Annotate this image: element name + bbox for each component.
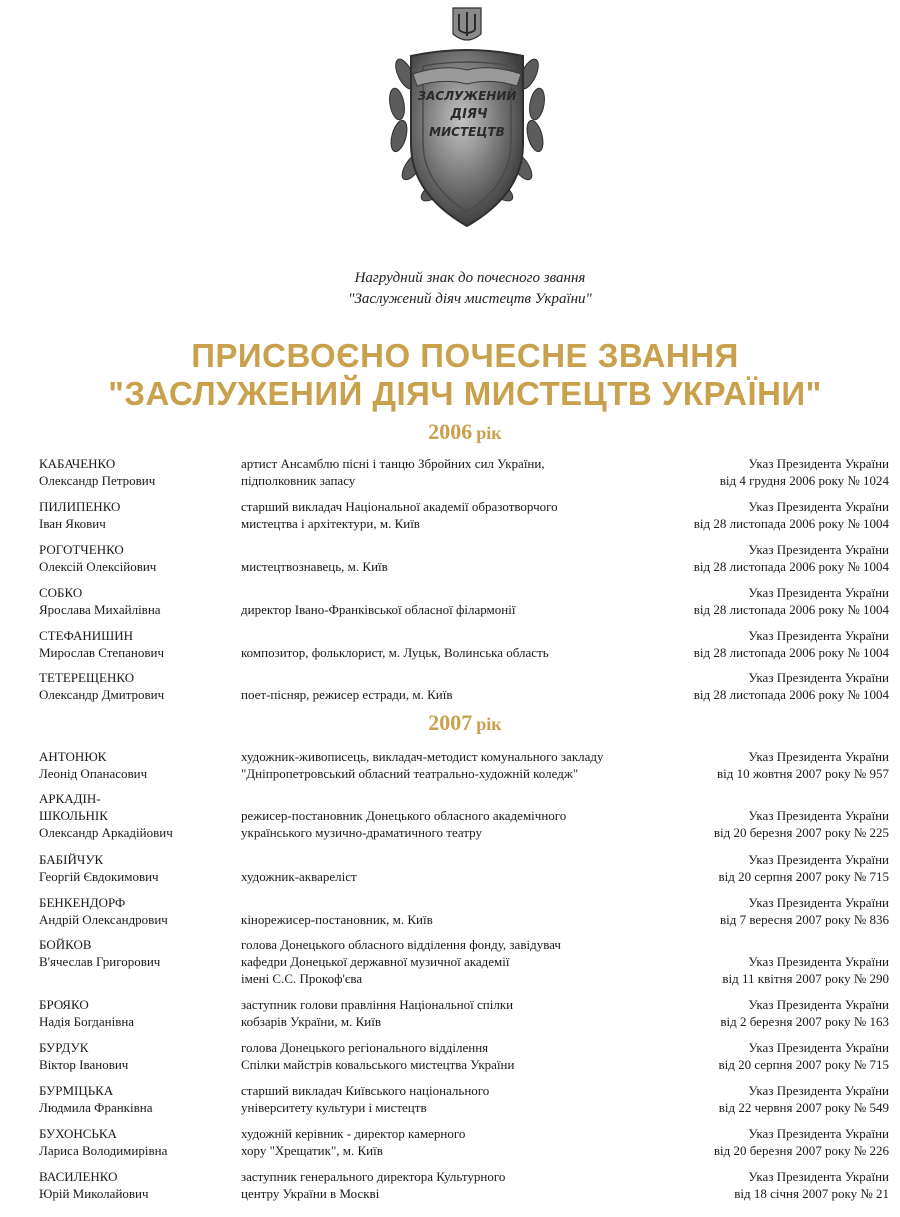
awardee-name-line: АНТОНЮК — [39, 749, 107, 764]
awardee-position — [241, 851, 671, 885]
awardee-position — [241, 790, 671, 841]
decree-reference-line: від 20 березня 2007 року № 226 — [713, 1143, 889, 1158]
awardee-position — [241, 455, 671, 489]
decree-reference-line: Указ Президента України — [748, 1169, 889, 1184]
awardee-name-line: БАБІЙЧУК — [39, 852, 104, 867]
awardee-name-line: ПИЛИПЕНКО — [39, 499, 121, 514]
awardee-name — [39, 1039, 224, 1073]
badge-text-line-1: ЗАСЛУЖЕНИЙ — [417, 89, 517, 103]
decree-reference — [629, 1168, 889, 1202]
awardee-position-line — [241, 541, 671, 558]
decree-reference-line: від 20 серпня 2007 року № 715 — [718, 1057, 889, 1072]
year-heading — [0, 418, 900, 447]
awardee-position — [241, 1039, 671, 1073]
awardee-position-line: художній керівник - директор камерного — [241, 1126, 466, 1141]
decree-reference-line — [629, 790, 889, 807]
awardee-name-line: БОЙКОВ — [39, 937, 92, 952]
awardee-position-line: кафедри Донецької державної музичної академії — [241, 954, 510, 969]
awardee-position-line: заступник голови правління Національної спілки — [241, 997, 514, 1012]
decree-reference — [629, 541, 889, 575]
awardee-position-line: поет-пісняр, режисер естради, м. Київ — [241, 687, 453, 702]
year-heading — [0, 709, 900, 738]
decree-reference-line: Указ Президента України — [748, 895, 889, 910]
awardee-position-line: заступник генерального директора Культурного — [241, 1169, 506, 1184]
decree-reference-line: Указ Президента України — [748, 1083, 889, 1098]
decree-reference-line: Указ Президента України — [748, 542, 889, 557]
awardee-name-line: Лариса Володимирівна — [39, 1143, 168, 1158]
awardee-position-line: мистецтвознавець, м. Київ — [241, 559, 388, 574]
decree-reference-line: від 22 червня 2007 року № 549 — [718, 1100, 889, 1115]
awardee-position-line: підполковник запасу — [241, 473, 356, 488]
awardee-position-line — [241, 627, 671, 644]
decree-reference — [629, 1125, 889, 1159]
awardee-position — [241, 936, 671, 987]
awardee-name — [39, 669, 224, 703]
decree-reference — [629, 1082, 889, 1116]
decree-reference — [629, 851, 889, 885]
decree-reference-line: Указ Президента України — [748, 997, 889, 1012]
awardee-name-line: Леонід Опанасович — [39, 766, 148, 781]
awardee-name-line: КАБАЧЕНКО — [39, 456, 116, 471]
awardee-position-line: мистецтва і архітектури, м. Київ — [241, 516, 420, 531]
awardee-name — [39, 1082, 224, 1116]
awardee-position-line — [241, 851, 671, 868]
awardee-position — [241, 1125, 671, 1159]
caption-line-2: "Заслужений діяч мистецтв України" — [348, 291, 592, 307]
awardee-name-line: Олександр Дмитрович — [39, 687, 165, 702]
decree-reference-line: Указ Президента України — [748, 499, 889, 514]
awardee-position — [241, 996, 671, 1030]
awardee-position-line: голова Донецького регіонального відділення — [241, 1040, 489, 1055]
year-suffix: рік — [476, 423, 502, 443]
awardee-position-line: імені С.С. Прокоф'єва — [241, 971, 363, 986]
awardee-name-line — [39, 970, 224, 987]
awardee-position — [241, 541, 671, 575]
year-number: 2006 — [428, 419, 473, 444]
awardee-name-line: Андрій Олександрович — [39, 912, 168, 927]
caption-line-1: Нагрудний знак до почесного звання — [354, 270, 586, 286]
awardee-name — [39, 936, 224, 987]
awardee-name — [39, 584, 224, 618]
decree-reference-line: Указ Президента України — [748, 852, 889, 867]
decree-reference-line: Указ Президента України — [748, 456, 889, 471]
awardee-name — [39, 748, 224, 782]
awardee-position-line: старший викладач Київського національного — [241, 1083, 490, 1098]
decree-reference — [629, 455, 889, 489]
badge-text-line-2: ДІЯЧ — [450, 107, 488, 122]
awardee-position — [241, 894, 671, 928]
awardee-position-line: українського музично-драматичного театру — [241, 825, 482, 840]
decree-reference-line: Указ Президента України — [748, 1126, 889, 1141]
awardee-name-line: ШКОЛЬНІК — [39, 808, 108, 823]
awardee-position-line — [241, 790, 671, 807]
awardee-name — [39, 996, 224, 1030]
awardee-position — [241, 669, 671, 703]
awardee-position — [241, 584, 671, 618]
decree-reference — [629, 936, 889, 987]
awardee-position — [241, 627, 671, 661]
decree-reference — [629, 584, 889, 618]
awardee-name-line: Людмила Франківна — [39, 1100, 153, 1115]
awardee-position — [241, 498, 671, 532]
decree-reference — [629, 894, 889, 928]
awardee-name — [39, 541, 224, 575]
decree-reference-line: Указ Президента України — [748, 808, 889, 823]
awardee-position-line: "Дніпропетровський обласний театрально-художній коледж" — [241, 766, 579, 781]
awardee-name-line: БУРМІЦЬКА — [39, 1083, 114, 1098]
awardee-position-line: голова Донецького обласного відділення фонду, завідувач — [241, 937, 561, 952]
awardee-name-line: В'ячеслав Григорович — [39, 954, 161, 969]
decree-reference-line: від 18 січня 2007 року № 21 — [734, 1186, 889, 1201]
decree-reference — [629, 748, 889, 782]
awardee-name-line: Олександр Аркадійович — [39, 825, 173, 840]
awardee-name-line: СОБКО — [39, 585, 83, 600]
decree-reference — [629, 627, 889, 661]
awardee-name-line: ТЕТЕРЕЩЕНКО — [39, 670, 135, 685]
decree-reference-line: від 20 березня 2007 року № 225 — [713, 825, 889, 840]
awardee-name-line: Олександр Петрович — [39, 473, 156, 488]
awardee-position — [241, 1082, 671, 1116]
awardee-position-line: старший викладач Національної академії образотворчого — [241, 499, 558, 514]
awardee-name — [39, 1168, 224, 1202]
awardee-name-line: БРОЯКО — [39, 997, 89, 1012]
awardee-name-line: БУХОНСЬКА — [39, 1126, 117, 1141]
awardee-name-line: БЕНКЕНДОРФ — [39, 895, 126, 910]
awardee-name-line: Віктор Іванович — [39, 1057, 129, 1072]
decree-reference — [629, 1039, 889, 1073]
trident-badge-icon — [383, 4, 551, 230]
awardee-position — [241, 1168, 671, 1202]
awardee-position-line — [241, 584, 671, 601]
awardee-position-line: центру України в Москві — [241, 1186, 380, 1201]
awardee-position-line: кобзарів України, м. Київ — [241, 1014, 381, 1029]
decree-reference — [629, 790, 889, 841]
awardee-name-line: Ярослава Михайлівна — [39, 602, 161, 617]
awardee-position — [241, 748, 671, 782]
decree-reference — [629, 669, 889, 703]
awardee-position-line: хору "Хрещатик", м. Київ — [241, 1143, 383, 1158]
awardee-name-line: Надія Богданівна — [39, 1014, 135, 1029]
decree-reference-line: Указ Президента України — [748, 749, 889, 764]
awardee-position-line — [241, 669, 671, 686]
decree-reference-line: Указ Президента України — [748, 954, 889, 969]
decree-reference-line — [629, 936, 889, 953]
decree-reference-line: від 28 листопада 2006 року № 1004 — [693, 602, 889, 617]
decree-reference-line: від 10 жовтня 2007 року № 957 — [717, 766, 889, 781]
awardee-name — [39, 455, 224, 489]
decree-reference — [629, 996, 889, 1030]
awardee-position-line: композитор, фольклорист, м. Луцьк, Волинська область — [241, 645, 549, 660]
awardee-name-line: АРКАДІН- — [39, 791, 101, 806]
awardee-name-line: Юрій Миколайович — [39, 1186, 149, 1201]
decree-reference-line: від 28 листопада 2006 року № 1004 — [693, 645, 889, 660]
decree-reference-line: від 28 листопада 2006 року № 1004 — [693, 687, 889, 702]
decree-reference-line: від 2 березня 2007 року № 163 — [720, 1014, 889, 1029]
decree-reference-line: Указ Президента України — [748, 585, 889, 600]
decree-reference-line: Указ Президента України — [748, 628, 889, 643]
awardee-position-line: артист Ансамблю пісні і танцю Збройних сил України, — [241, 456, 545, 471]
year-number: 2007 — [428, 710, 473, 735]
decree-reference-line: від 4 грудня 2006 року № 1024 — [719, 473, 889, 488]
decree-reference-line: Указ Президента України — [748, 1040, 889, 1055]
awardee-name — [39, 627, 224, 661]
awardee-name-line: Георгій Євдокимович — [39, 869, 159, 884]
awardee-name-line: Олексій Олексійович — [39, 559, 157, 574]
awardee-position-line: художник-живописець, викладач-методист комунального закладу — [241, 749, 604, 764]
page-title-line-1: ПРИСВОЄНО ПОЧЕСНЕ ЗВАННЯ — [191, 337, 739, 374]
awardee-name — [39, 498, 224, 532]
decree-reference-line: від 11 квітня 2007 року № 290 — [722, 971, 889, 986]
awardee-position-line: кінорежисер-постановник, м. Київ — [241, 912, 433, 927]
decree-reference-line: Указ Президента України — [748, 670, 889, 685]
awardee-position-line — [241, 894, 671, 911]
page-title-line-2: "ЗАСЛУЖЕНИЙ ДІЯЧ МИСТЕЦТВ УКРАЇНИ" — [108, 375, 822, 412]
awardee-name — [39, 790, 224, 841]
decree-reference-line: від 20 серпня 2007 року № 715 — [718, 869, 889, 884]
awardee-name-line: БУРДУК — [39, 1040, 89, 1055]
year-suffix: рік — [476, 714, 502, 734]
awardee-position-line: художник-аквареліст — [241, 869, 357, 884]
awardee-name — [39, 894, 224, 928]
awardee-name-line: ВАСИЛЕНКО — [39, 1169, 118, 1184]
decree-reference-line: від 28 листопада 2006 року № 1004 — [693, 559, 889, 574]
awardee-name-line: СТЕФАНИШИН — [39, 628, 134, 643]
decree-reference-line: від 7 вересня 2007 року № 836 — [719, 912, 889, 927]
awardee-position-line: режисер-постановник Донецького обласного академічного — [241, 808, 567, 823]
badge-text-line-3: МИСТЕЦТВ — [429, 125, 505, 139]
awardee-name-line: Іван Якович — [39, 516, 106, 531]
awardee-name-line: Мирослав Степанович — [39, 645, 165, 660]
awardee-name — [39, 851, 224, 885]
decree-reference — [629, 498, 889, 532]
decree-reference-line: від 28 листопада 2006 року № 1004 — [693, 516, 889, 531]
awardee-position-line: директор Івано-Франківської обласної філармонії — [241, 602, 516, 617]
awardee-position-line: Спілки майстрів ковальського мистецтва України — [241, 1057, 515, 1072]
awardee-name — [39, 1125, 224, 1159]
awardee-name-line: РОГОТЧЕНКО — [39, 542, 124, 557]
awardee-position-line: університету культури і мистецтв — [241, 1100, 427, 1115]
